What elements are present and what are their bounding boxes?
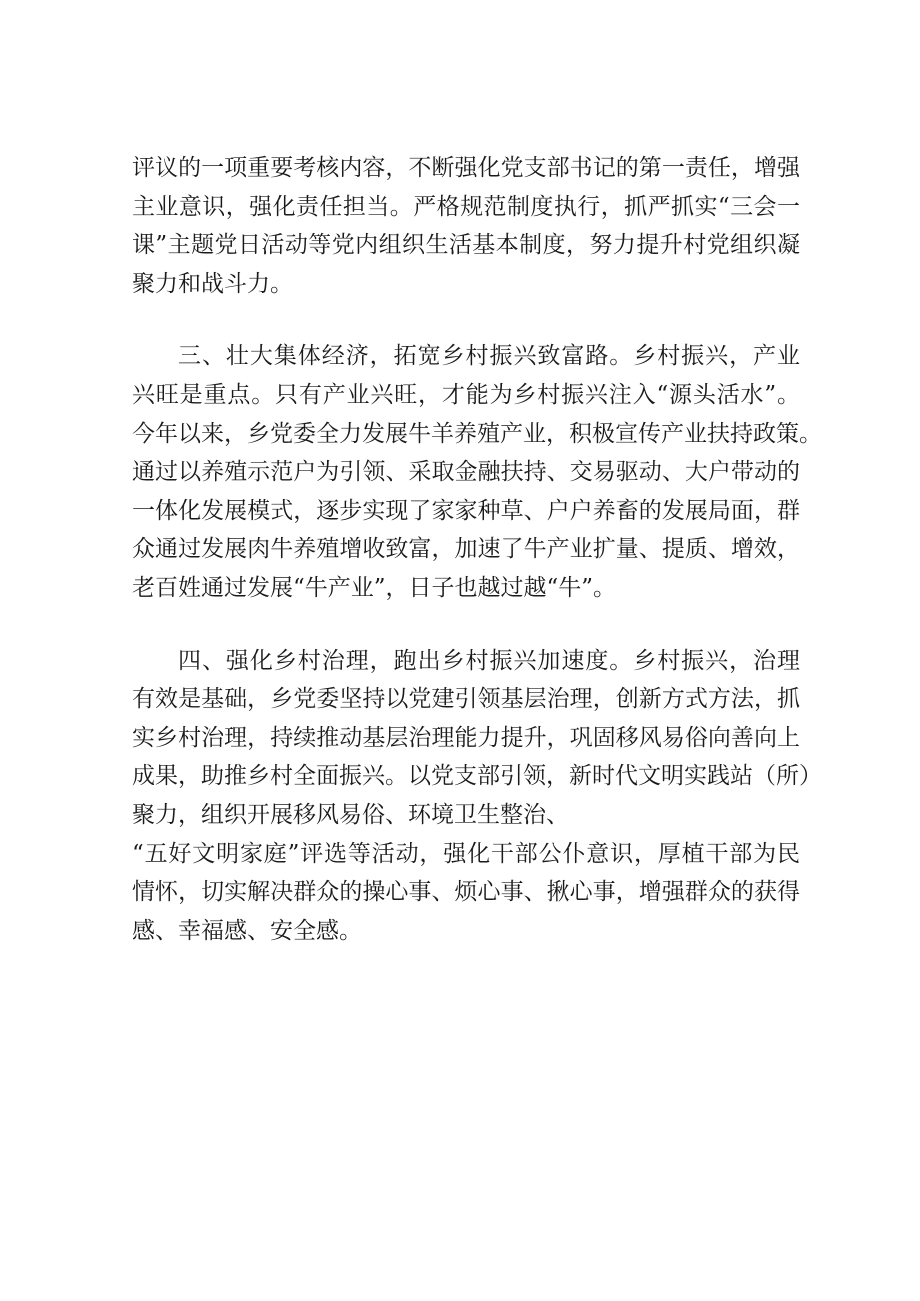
- paragraph-2: [132, 337, 822, 607]
- text-line: 感、幸福感、安全感。: [132, 917, 362, 944]
- body-text: [132, 149, 822, 950]
- text-line: “五好文明家庭”评选等活动，强化干部公仆意识，厚植干部为民: [132, 840, 800, 867]
- text-line: 今年以来，乡党委全力发展牛羊养殖产业，积极宣传产业扶持政策。: [132, 420, 822, 447]
- text-line: 一体化发展模式，逐步实现了家家种草、户户养畜的发展局面，群: [132, 497, 800, 524]
- paragraph-gap: [132, 608, 800, 642]
- paragraph-1: [132, 149, 800, 303]
- text-line: 众通过发展肉牛养殖增收致富，加速了牛产业扩量、提质、增效，: [132, 536, 800, 563]
- text-line: 课”主题党日活动等党内组织生活基本制度，努力提升村党组织凝: [132, 232, 800, 259]
- text-line: 情怀，切实解决群众的操心事、烦心事、揪心事，增强群众的获得: [132, 879, 800, 906]
- text-line: 有效是基础，乡党委坚持以党建引领基层治理，创新方式方法，抓: [132, 686, 800, 713]
- text-line: 三、壮大集体经济，拓宽乡村振兴致富路。乡村振兴，产业: [178, 343, 800, 370]
- text-line: 成果，助推乡村全面振兴。以党支部引领，新时代文明实践站（所）: [132, 763, 822, 790]
- text-line: 通过以养殖示范户为引领、采取金融扶持、交易驱动、大户带动的: [132, 459, 800, 486]
- text-line: 实乡村治理，持续推动基层治理能力提升，巩固移风易俗向善向上: [132, 724, 800, 751]
- text-line: 评议的一项重要考核内容，不断强化党支部书记的第一责任，增强: [132, 155, 800, 181]
- text-line: 主业意识，强化责任担当。严格规范制度执行，抓严抓实“三会一: [132, 193, 800, 220]
- text-line: 聚力，组织开展移风易俗、环境卫生整治、: [132, 801, 569, 828]
- text-line: 四、强化乡村治理，跑出乡村振兴加速度。乡村振兴，治理: [178, 647, 800, 674]
- text-line: 聚力和战斗力。: [132, 270, 293, 297]
- paragraph-3: [132, 642, 822, 951]
- paragraph-gap: [132, 303, 800, 337]
- text-line: 兴旺是重点。只有产业兴旺，才能为乡村振兴注入“源头活水”。: [132, 381, 800, 408]
- text-line: 老百姓通过发展“牛产业”，日子也越过越“牛”。: [132, 574, 617, 601]
